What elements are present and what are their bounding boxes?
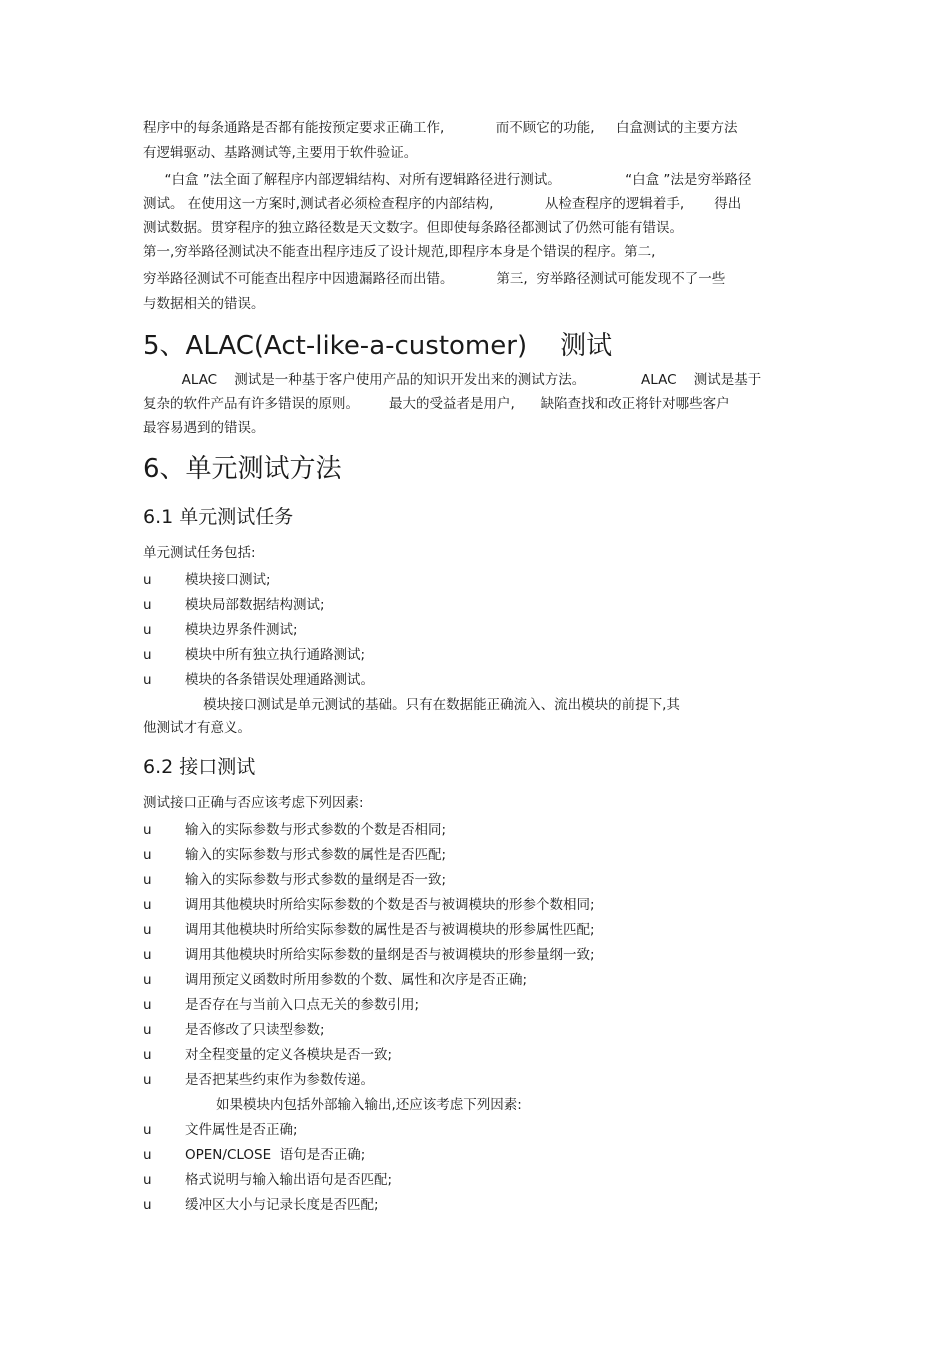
bullet-marker: u — [143, 1122, 152, 1138]
list-item: 调用其他模块时所给实际参数的属性是否与被调模块的形参属性匹配; — [185, 922, 595, 938]
section5-line: 复杂的软件产品有许多错误的原则。 最大的受益者是用户, 缺陷查找和改正将针对哪些客户 — [143, 396, 730, 412]
list-item: 模块局部数据结构测试; — [185, 597, 325, 613]
list-item: 输入的实际参数与形式参数的属性是否匹配; — [185, 847, 447, 863]
intro-line: 与数据相关的错误。 — [143, 296, 265, 312]
bullet-marker: u — [143, 947, 152, 963]
intro-line: 第一,穷举路径测试决不能查出程序违反了设计规范,即程序本身是个错误的程序。第二, — [143, 244, 656, 260]
list-item: 调用其他模块时所给实际参数的个数是否与被调模块的形参个数相同; — [185, 897, 595, 913]
list-item: 缓冲区大小与记录长度是否匹配; — [185, 1197, 379, 1213]
list-item: 输入的实际参数与形式参数的个数是否相同; — [185, 822, 447, 838]
bullet-marker: u — [143, 1197, 152, 1213]
bullet-marker: u — [143, 922, 152, 938]
bullet-marker: u — [143, 647, 152, 663]
bullet-marker: u — [143, 597, 152, 613]
bullet-marker: u — [143, 847, 152, 863]
section-heading: 6、单元测试方法 — [143, 454, 342, 484]
bullet-marker: u — [143, 1147, 152, 1163]
bullet-marker: u — [143, 897, 152, 913]
list-item: 文件属性是否正确; — [185, 1122, 298, 1138]
subsection-intro: 测试接口正确与否应该考虑下列因素: — [143, 795, 364, 811]
bullet-marker: u — [143, 872, 152, 888]
paragraph-line: 模块接口测试是单元测试的基础。只有在数据能正确流入、流出模块的前提下,其 — [143, 697, 680, 713]
bullet-marker: u — [143, 1172, 152, 1188]
subsection-heading: 6.1 单元测试任务 — [143, 506, 294, 528]
bullet-marker: u — [143, 1047, 152, 1063]
list-item: OPEN/CLOSE 语句是否正确; — [185, 1147, 366, 1163]
paragraph-line: 他测试才有意义。 — [143, 720, 251, 736]
section5-line: 最容易遇到的错误。 — [143, 420, 265, 436]
list-item: 是否存在与当前入口点无关的参数引用; — [185, 997, 420, 1013]
list-item: 是否把某些约束作为参数传递。 — [185, 1072, 374, 1088]
intro-line: 有逻辑驱动、基路测试等,主要用于软件验证。 — [143, 145, 418, 161]
intro-line: 测试。 在使用这一方案时,测试者必须检查程序的内部结构, 从检查程序的逻辑着手, 得出 — [143, 196, 742, 212]
intro-line: 程序中的每条通路是否都有能按预定要求正确工作, 而不顾它的功能, 白盒测试的主要方法 — [143, 120, 738, 136]
list-item: 模块接口测试; — [185, 572, 271, 588]
subsection-heading: 6.2 接口测试 — [143, 756, 256, 778]
list-item: 调用预定义函数时所用参数的个数、属性和次序是否正确; — [185, 972, 528, 988]
bullet-marker: u — [143, 822, 152, 838]
bullet-marker: u — [143, 1022, 152, 1038]
bullet-marker: u — [143, 1072, 152, 1088]
bullet-marker: u — [143, 622, 152, 638]
intro-line: 测试数据。贯穿程序的独立路径数是天文数字。但即使每条路径都测试了仍然可能有错误。 — [143, 220, 683, 236]
intro-line: 穷举路径测试不可能查出程序中因遗漏路径而出错。 第三, 穷举路径测试可能发现不了一些 — [143, 271, 726, 287]
intro-line: “白盒 ”法全面了解程序内部逻辑结构、对所有逻辑路径进行测试。 “白盒 ”法是穷举路径 — [143, 172, 752, 188]
list-item: 输入的实际参数与形式参数的量纲是否一致; — [185, 872, 447, 888]
bullet-marker: u — [143, 672, 152, 688]
list-item: 模块的各条错误处理通路测试。 — [185, 672, 374, 688]
bullet-marker: u — [143, 572, 152, 588]
paragraph-line: 如果模块内包括外部输入输出,还应该考虑下列因素: — [143, 1097, 522, 1113]
section-heading: 5、ALAC(Act-like-a-customer) 测试 — [143, 331, 613, 361]
list-item: 对全程变量的定义各模块是否一致; — [185, 1047, 393, 1063]
list-item: 调用其他模块时所给实际参数的量纲是否与被调模块的形参量纲一致; — [185, 947, 595, 963]
section5-line: ALAC 测试是一种基于客户使用产品的知识开发出来的测试方法。 ALAC 测试是基于 — [143, 372, 762, 388]
list-item: 模块中所有独立执行通路测试; — [185, 647, 366, 663]
bullet-marker: u — [143, 972, 152, 988]
list-item: 是否修改了只读型参数; — [185, 1022, 325, 1038]
subsection-intro: 单元测试任务包括: — [143, 545, 256, 561]
bullet-marker: u — [143, 997, 152, 1013]
list-item: 模块边界条件测试; — [185, 622, 298, 638]
list-item: 格式说明与输入输出语句是否匹配; — [185, 1172, 393, 1188]
